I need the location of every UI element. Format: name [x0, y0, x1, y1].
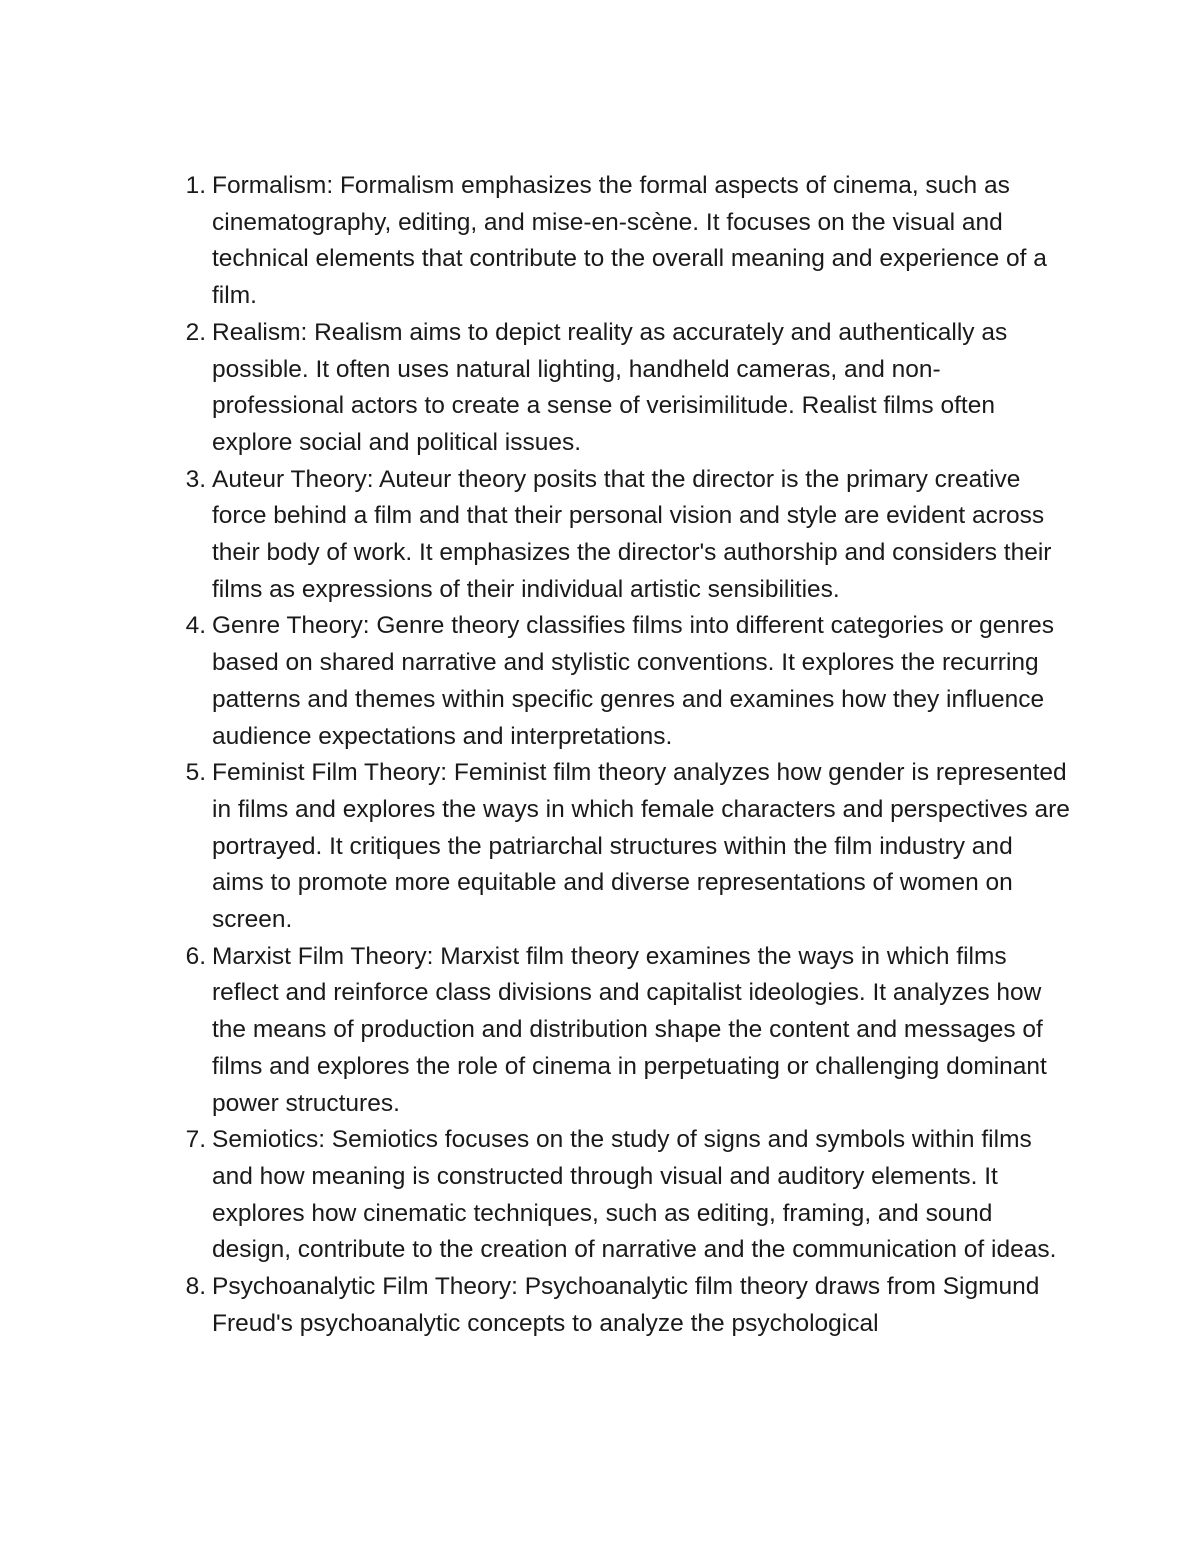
- list-item-number: 5.: [185, 759, 206, 787]
- list-item: [170, 315, 1070, 462]
- list-item: [170, 1122, 1070, 1269]
- list-item-number: 7.: [185, 1126, 206, 1154]
- list-item: [170, 608, 1070, 755]
- list-item-number: 8.: [185, 1273, 206, 1301]
- list-item: [170, 462, 1070, 609]
- list-item-number: 2.: [185, 318, 206, 346]
- list-item: [170, 939, 1070, 1123]
- list-item: [170, 168, 1070, 315]
- list-item: [170, 1269, 1070, 1342]
- list-item-text: Marxist Film Theory: Marxist film theory examines the ways in which films reflect and reinforce class divisions and capitalist ideologies. It analyzes how the means of production and distribution shape the content and messages of films and explores the role of cinema in perpetuating or challenging dominant power structures.: [212, 942, 1047, 1117]
- list-item-number: 1.: [185, 172, 206, 199]
- list-item-number: 4.: [185, 612, 206, 640]
- list-item-number: 6.: [185, 942, 206, 970]
- list-item-text: Psychoanalytic Film Theory: Psychoanalytic film theory draws from Sigmund Freud's psychoanalytic concepts to analyze the psychological: [212, 1273, 1040, 1337]
- list-item-text: Realism: Realism aims to depict reality as accurately and authentically as possible. It often uses natural lighting, handheld cameras, and non-professional actors to create a sense of verisimilitude. Realist films often explore social and political issues.: [212, 318, 1008, 456]
- list-item-text: Formalism: Formalism emphasizes the formal aspects of cinema, such as cinematography, editing, and mise-en-scène. It focuses on the visual and technical elements that contribute to the overall meaning and experience of a film.: [212, 172, 1047, 310]
- film-theory-list: [170, 168, 1070, 1343]
- list-item-number: 3.: [185, 465, 206, 493]
- list-item-text: Feminist Film Theory: Feminist film theory analyzes how gender is represented in films and explores the ways in which female characters and perspectives are portrayed. It critiques the patriarchal structures within the film industry and aims to promote more equitable and diverse representations of women on screen.: [212, 759, 1070, 934]
- list-item-text: Genre Theory: Genre theory classifies films into different categories or genres based on shared narrative and stylistic conventions. It explores the recurring patterns and themes within specific genres and examines how they influence audience expectations and interpretations.: [212, 612, 1055, 750]
- list-item-text: Auteur Theory: Auteur theory posits that the director is the primary creative force behind a film and that their personal vision and style are evident across their body of work. It emphasizes the director's authorship and considers their films as expressions of their individual artistic sensibilities.: [212, 465, 1052, 603]
- list-item-text: Semiotics: Semiotics focuses on the study of signs and symbols within films and how meaning is constructed through visual and auditory elements. It explores how cinematic techniques, such as editing, framing, and sound design, contribute to the creation of narrative and the communication of ideas.: [212, 1126, 1057, 1264]
- list-item: [170, 755, 1070, 939]
